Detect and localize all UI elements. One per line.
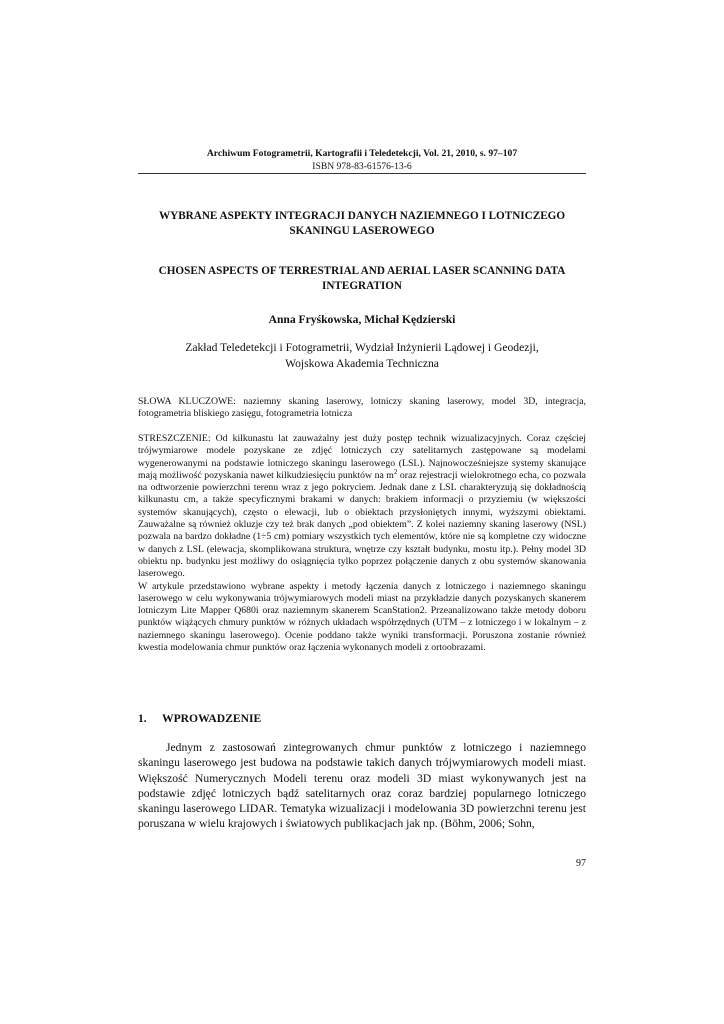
abstract-text-1a: STRESZCZENIE: Od kilkunastu lat zauważalny jest duży postęp technik wizualizacyjnych. Coraz częściej trójwymiarowe modele pozyskane ze zdjęć lotniczych czy satelitarnych zastępowane są modelami wygenerowanymi na podstawie lotniczego skaningu laserowego (LSL). Najnowocześniejsze systemy skanujące mają możliwość pozyskania nawet kilkudziesięciu punktów na m [138,433,586,481]
title-english: CHOSEN ASPECTS OF TERRESTRIAL AND AERIAL LASER SCANNING DATA INTEGRATION [158,265,566,292]
body-paragraph: Jednym z zastosowań zintegrowanych chmur punktów z lotniczego i naziemnego skaningu laserowego jest budowa na podstawie takich danych trójwymiarowych modeli miast. Większość Numerycznych Modeli terenu oraz modeli 3D miast wykonywanych jest na podstawie zdjęć lotniczych bądź satelitarnych oraz coraz bardziej popularnego lotniczego skaningu laserowego LIDAR. Tematyka wizualizacji i modelowania 3D powierzchni terenu jest poruszana w wielu krajowych i światowych publikacjach jak np. (Böhm, 2006; Sohn, [138,741,586,831]
keywords: SŁOWA KLUCZOWE: naziemny skaning laserowy, lotniczy skaning laserowy, model 3D, integracja, fotogrametria bliskiego zasięgu, fotogrametria lotnicza [138,396,586,419]
section-heading [138,711,586,726]
page-number: 97 [576,858,586,869]
running-header [138,147,586,173]
header-rule [138,173,586,174]
title-polish: WYBRANE ASPEKTY INTEGRACJI DANYCH NAZIEMNEGO I LOTNICZEGO SKANINGU LASEROWEGO [158,210,566,237]
affiliation-line-2: Wojskowa Akademia Techniczna [285,357,439,370]
abstract-text-1b: oraz rejestracji wielokrotnego echa, co pozwala na odtworzenie powierzchni terenu wraz z jego pokryciem. Jednak dane z LSL charakteryzują się dokładnością kilkunastu cm, a także specyficznymi brakami w danych: brakiem informacji o przyziemiu (w większości systemów skanujących), często o elewacji, lub o obiektach przysłoniętych innymi, wyższymi obiektami. Zauważalne są również okluzje czy też brak danych „pod obiektem”. Z kolei naziemny skaning laserowy (NSL) pozwala na bardzo dokładne (1÷5 cm) pomiary wszystkich tych elementów, które nie są kompletne czy widoczne w danych z LSL (elewacja, skomplikowana struktura, wnętrze czy kształt budynku, mostu itp.). Pełny model 3D obiektu np. budynku jest możliwy do osiągnięcia tylko poprzez połączenie danych z obu systemów skanowania laserowego. [138,469,587,580]
section-title: WPROWADZENIE [162,712,262,725]
body-text [138,740,586,832]
authors: Anna Fryśkowska, Michał Kędzierski [268,313,456,326]
abstract-paragraph-2: W artykule przedstawiono wybrane aspekty i metody łączenia danych z lotniczego i naziemnego skaningu laserowego w celu wykonywania trójwymiarowych modeli miast na przykładzie danych pozyskanych skanerem lotniczym Lite Mapper Q680i oraz naziemnym skanerem ScanStation2. Przeanalizowano także metody doboru punktów wiążących chmury punktów w różnych układach współrzędnych (UTM – z lotniczego i w lokalnym – z naziemnego skaningu laserowego). Ocenie poddano także wyniki transformacji. Poruszona zostanie również kwestia modelowania chmur punktów oraz łączenia wykonanych modeli z ortoobrazami. [138,580,586,654]
affiliation [138,340,586,372]
affiliation-line-1: Zakład Teledetekcji i Fotogrametrii, Wydział Inżynierii Lądowej i Geodezji, [185,341,539,354]
journal-citation: Archiwum Fotogrametrii, Kartografii i Teledetekcji, Vol. 21, 2010, s. 97–107 [206,148,518,159]
superscript: 2 [393,467,398,476]
abstract [138,433,586,654]
abstract-paragraph-1 [138,433,586,581]
section-number: 1. [138,712,147,725]
isbn: ISBN 978-83-61576-13-6 [312,161,412,172]
